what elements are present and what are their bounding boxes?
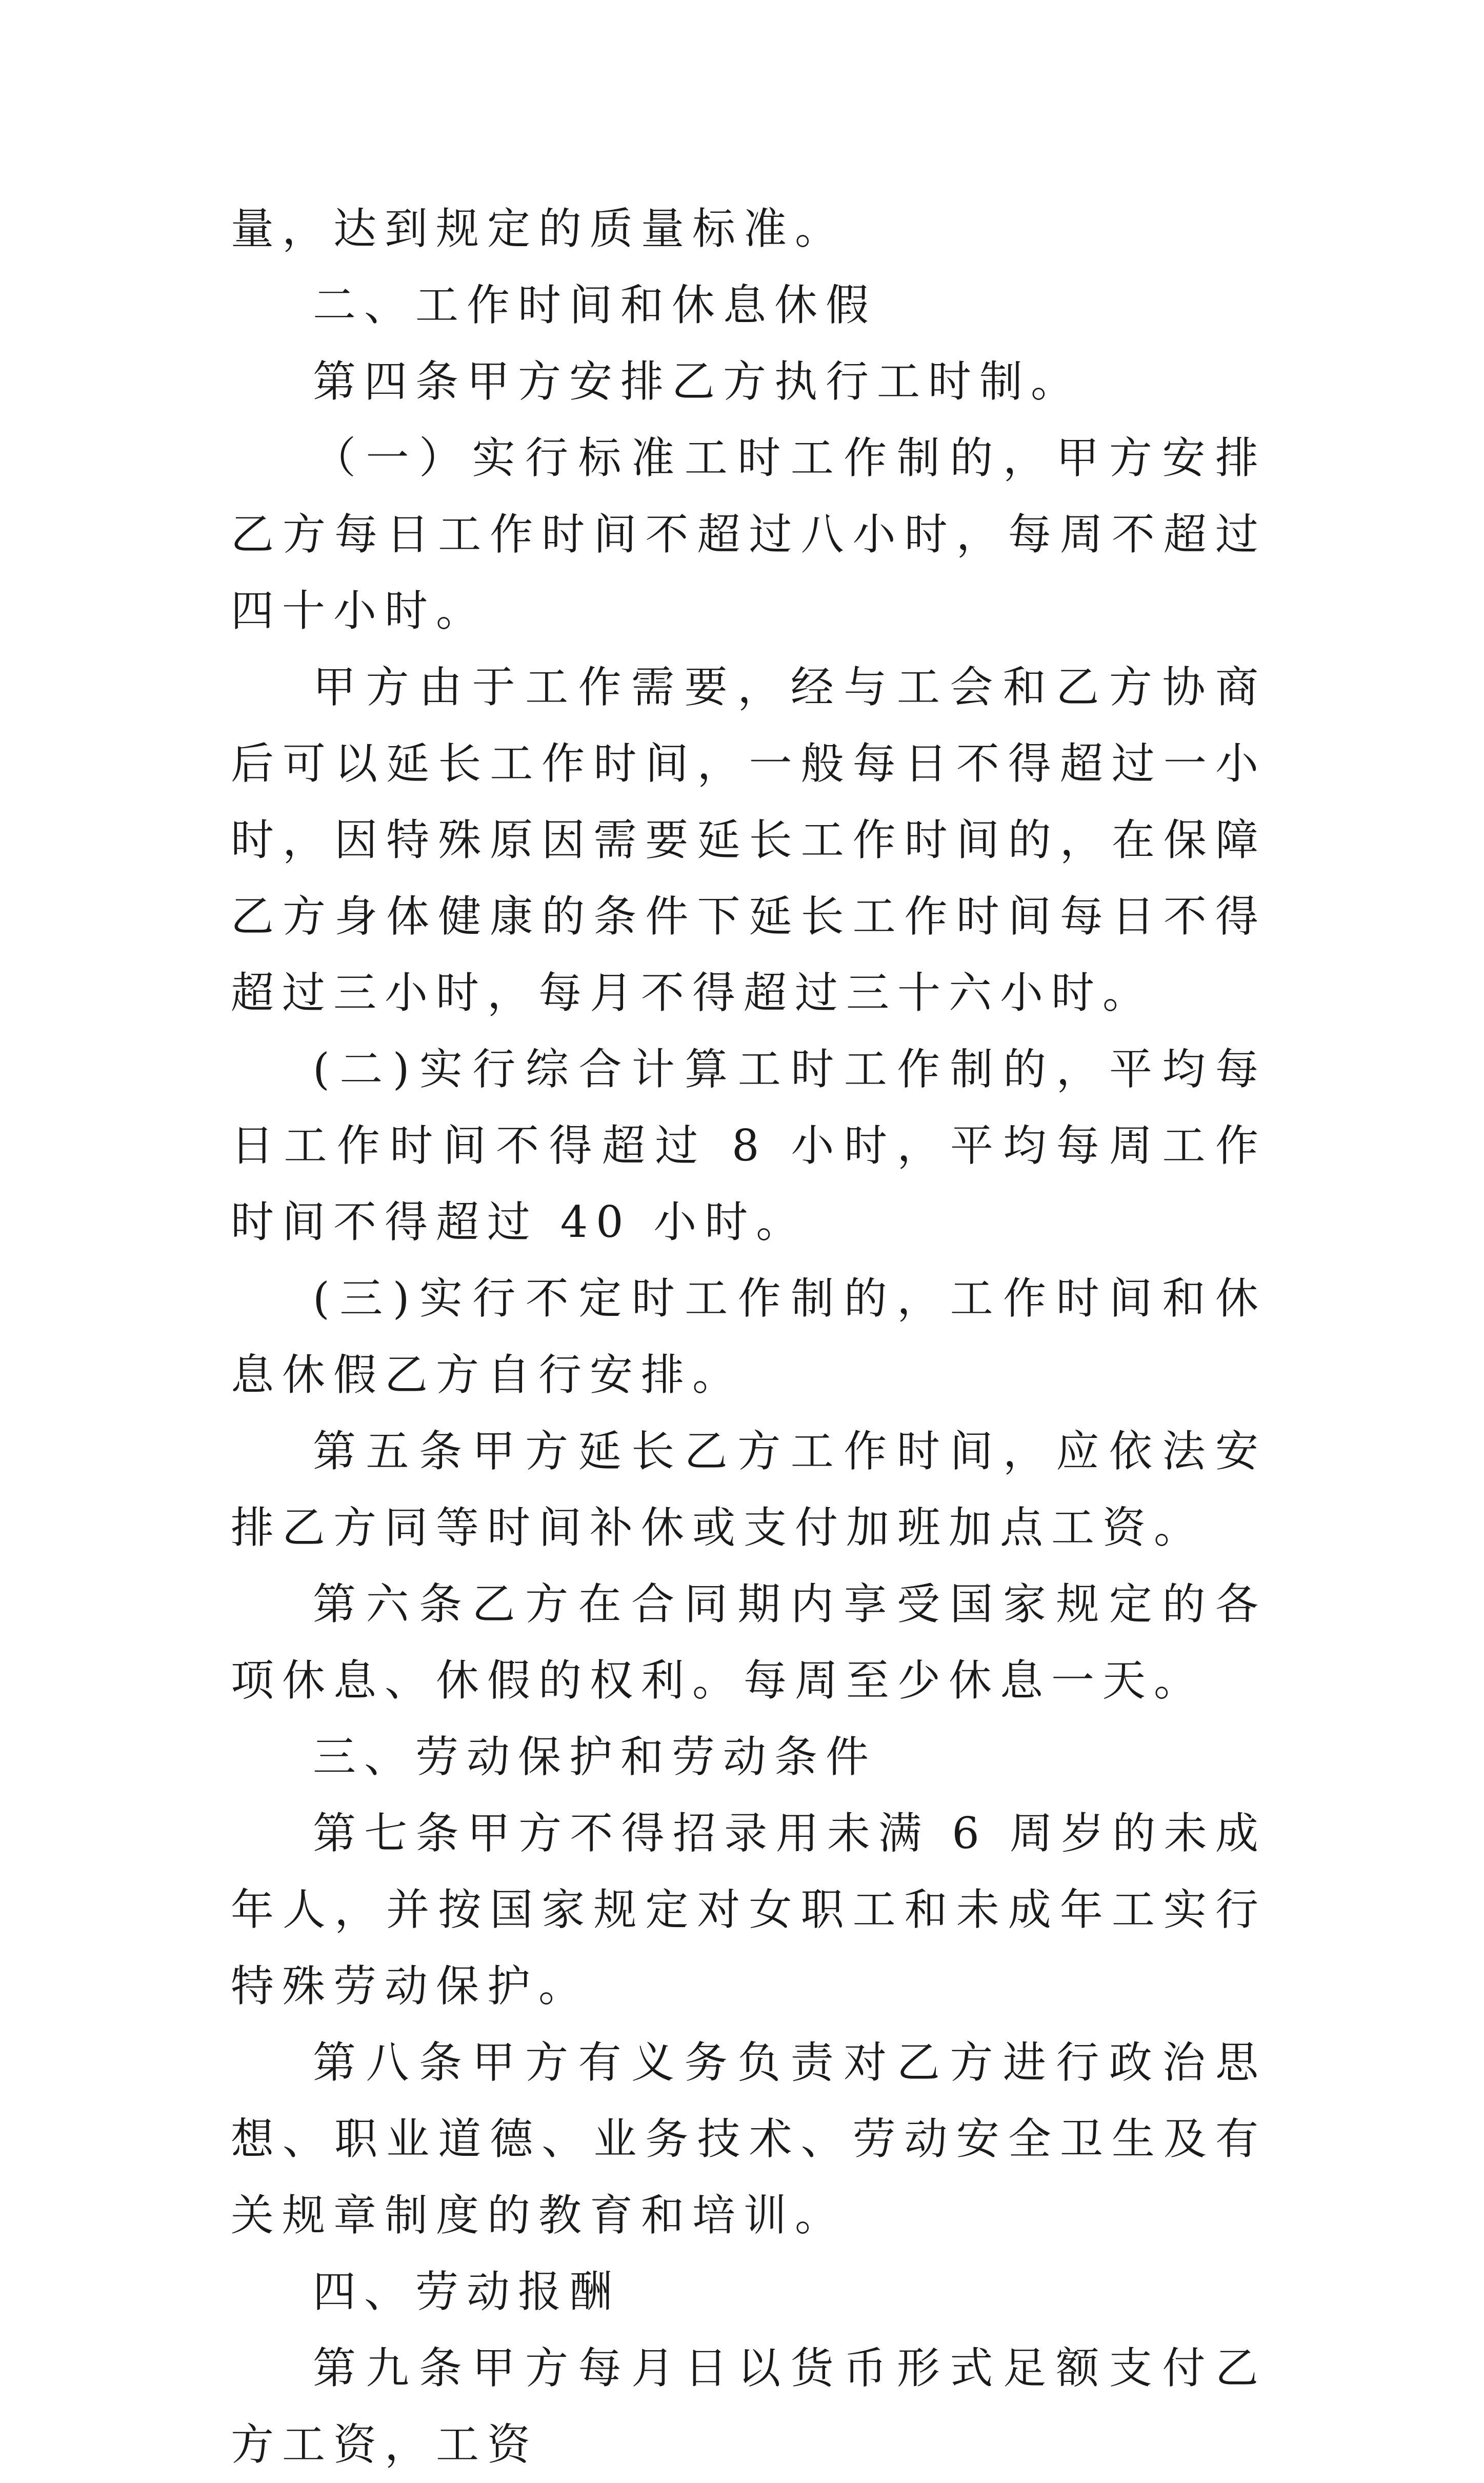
paragraph-overtime-limits: 甲方由于工作需要，经与工会和乙方协商后可以延长工作时间，一般每日不得超过一小时，因特殊原因需要延长工作时间的，在保障乙方身体健康的条件下延长工作时间每日不得超过三小时，每月不得超过三十六小时。 (231, 662, 1267, 1018)
article-8: 第八条甲方有义务负责对乙方进行政治思想、职业道德、业务技术、劳动安全卫生及有关规章制度的教育和培训。 (231, 2037, 1267, 2240)
paragraph-continuation: 量，达到规定的质量标准。 (231, 204, 847, 254)
article-5: 第五条甲方延长乙方工作时间，应依法安排乙方同等时间补休或支付加班加点工资。 (231, 1426, 1267, 1553)
clause-standard-hours: （一）实行标准工时工作制的，甲方安排乙方每日工作时间不超过八小时，每周不超过四十小时。 (231, 433, 1267, 636)
clause-comprehensive-hours: (二)实行综合计算工时工作制的，平均每日工作时间不得超过 8 小时，平均每周工作时间不得超过 40 小时。 (231, 1044, 1267, 1247)
article-7: 第七条甲方不得招录用未满 6 周岁的未成年人，并按国家规定对女职工和未成年工实行特殊劳动保护。 (231, 1808, 1267, 2011)
article-9: 第九条甲方每月日以货币形式足额支付乙方工资，工资 (231, 2343, 1267, 2470)
clause-flexible-hours: (三)实行不定时工作制的，工作时间和休息休假乙方自行安排。 (231, 1273, 1267, 1400)
section-heading-work-hours: 二、工作时间和休息休假 (313, 280, 877, 330)
section-heading-remuneration: 四、劳动报酬 (313, 2267, 621, 2317)
article-4: 第四条甲方安排乙方执行工时制。 (313, 356, 1082, 407)
section-heading-labor-protection: 三、劳动保护和劳动条件 (313, 1732, 877, 1782)
document-body (231, 191, 1267, 2483)
article-6: 第六条乙方在合同期内享受国家规定的各项休息、休假的权利。每周至少休息一天。 (231, 1579, 1267, 1706)
